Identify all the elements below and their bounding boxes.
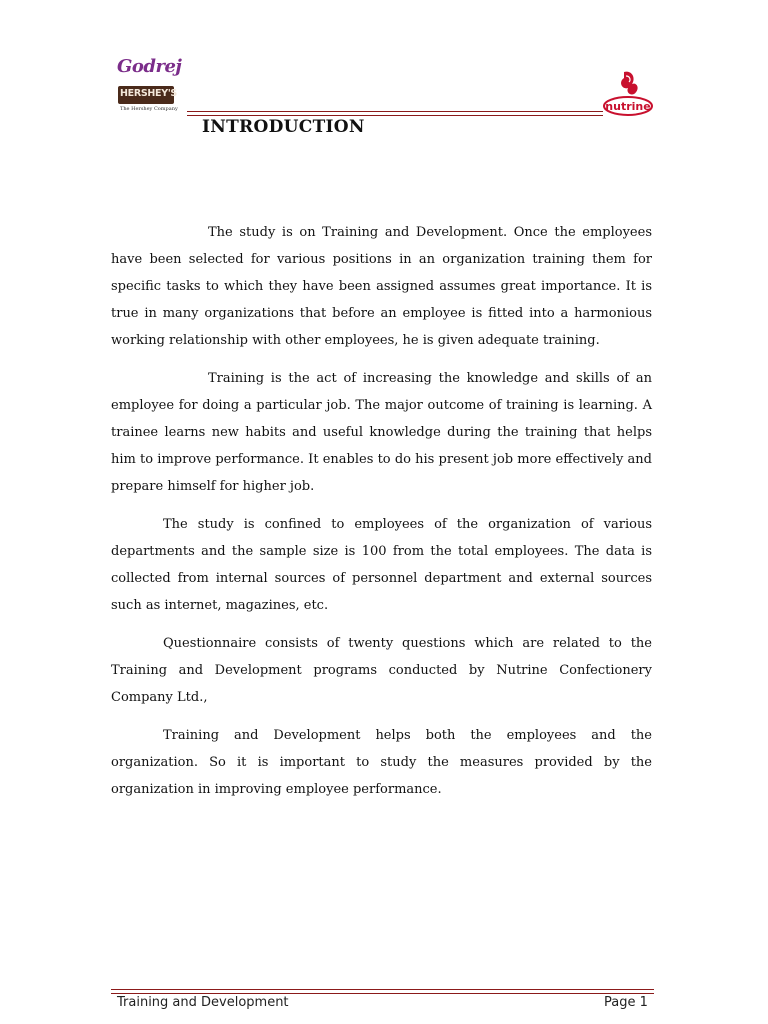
paragraph-3: The study is confined to employees of the organization of various departments and the sample size is 100 from the total employees. The data is collected from internal sources of personnel department and external sources such as internet, magazines, etc.	[111, 517, 652, 613]
hershey-company-subtext: The Hershey Company	[120, 106, 178, 112]
page-title: INTRODUCTION	[202, 117, 365, 137]
footer-title: Training and Development	[117, 995, 289, 1010]
godrej-hersheys-logo	[117, 56, 183, 118]
nutrine-logo-icon	[602, 68, 654, 118]
footer-rule-thin	[111, 993, 654, 994]
godrej-logo-text: Godrej	[117, 56, 182, 77]
page-number: Page 1	[604, 995, 648, 1010]
paragraph-1: The study is on Training and Development. Once the employees have been selected for various positions in an organization training them for specific tasks to which they have been assigned assumes great importance. It is true in many organizations that before an employee is fitted into a harmonious working relationship with other employees, he is given adequate training.	[111, 225, 652, 348]
nutrine-logo-text: nutrine	[605, 100, 651, 113]
header-rule-thin	[187, 115, 603, 116]
hersheys-logo-text: HERSHEY'S	[120, 88, 177, 99]
header-rule-thick	[187, 111, 603, 112]
paragraph-2: Training is the act of increasing the knowledge and skills of an employee for doing a particular job. The major outcome of training is learning. A trainee learns new habits and useful knowledge during the training that helps him to improve performance. It enables to do his present job more effectively and prepare himself for higher job.	[111, 371, 652, 494]
paragraph-5: Training and Development helps both the employees and the organization. So it is important to study the measures provided by the organization in improving employee performance.	[111, 728, 652, 797]
paragraph-4: Questionnaire consists of twenty questions which are related to the Training and Development programs conducted by Nutrine Confectionery Company Ltd.,	[111, 636, 652, 705]
footer-rule-thick	[111, 989, 654, 990]
body-text	[111, 219, 652, 814]
nutrine-logo	[602, 68, 654, 118]
